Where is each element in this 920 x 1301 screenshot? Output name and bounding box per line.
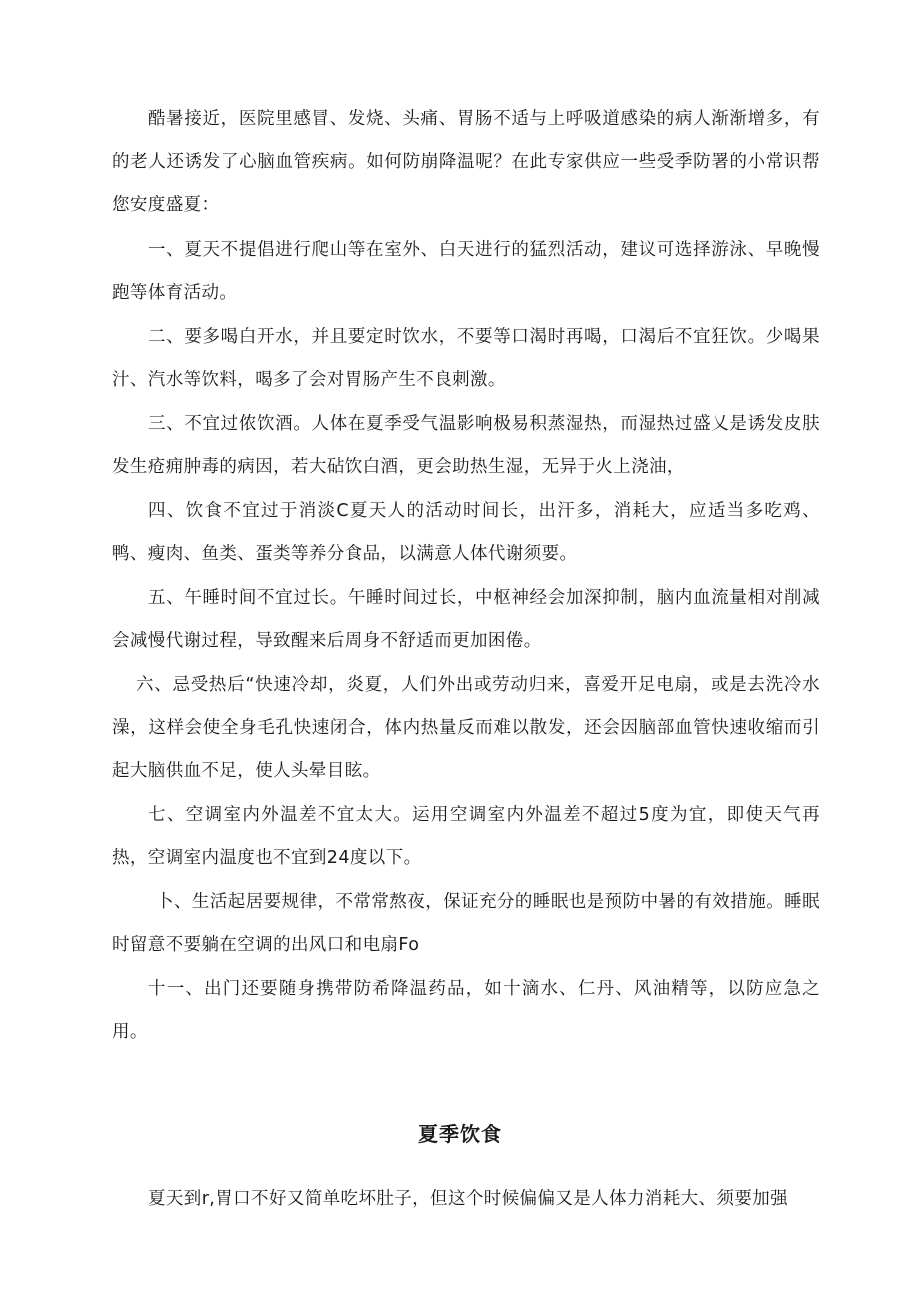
tip-paragraph-2: 二、要多喝白开水，并且要定时饮水，不要等口渴时再喝，口渴后不宜狂饮。少喝果汁、汽水等饮料，喝多了会对胃肠产生不良刺激。 — [112, 327, 820, 390]
section-first-paragraph: 夏天到r,胃口不好又简单吃坏肚子，但这个时候偏偏又是人体力消耗大、须要加强 — [148, 1189, 789, 1209]
tip-paragraph-7: 七、空调室内外温差不宜太大。运用空调室内外温差不超过5度为宜，即使天气再热，空调室内温度也不宜到24度以下。 — [112, 805, 820, 868]
section-title: 夏季饮食 — [418, 1122, 502, 1146]
tip-paragraph-1: 一、夏天不提倡进行爬山等在室外、白天进行的猛烈活动，建议可选择游泳、早晚慢跑等体育活动。 — [112, 240, 820, 303]
tip-paragraph-8: 卜、生活起居要规律，不常常熬夜，保证充分的睡眠也是预防中暑的有效措施。睡眠时留意不要躺在空调的出风口和电扇Fo — [112, 892, 820, 955]
tip-paragraph-9: 十一、出门还要随身携带防希降温药品，如十滴水、仁丹、风油精等，以防应急之用。 — [112, 979, 820, 1042]
tip-paragraph-5: 五、午睡时间不宜过长。午睡时间过长，中枢神经会加深抑制，脑内血流量相对削减会减慢代谢过程，导致醒来后周身不舒适而更加困倦。 — [112, 588, 820, 651]
tip-paragraph-4: 四、饮食不宜过于消淡C夏天人的活动时间长，出汗多，消耗大，应适当多吃鸡、鸭、瘦肉、鱼类、蛋类等养分食品，以满意人体代谢须要。 — [112, 501, 820, 564]
intro-paragraph: 酷暑接近，医院里感冒、发烧、头痛、胃肠不适与上呼吸道感染的病人渐渐增多，有的老人还诱发了心脑血管疾病。如何防崩降温呢？在此专家供应一些受季防署的小常识帮您安度盛夏： — [112, 109, 820, 215]
tip-paragraph-3: 三、不宜过侬饮酒。人体在夏季受气温影响极易积蒸湿热，而湿热过盛乂是诱发皮肤发生疮痈肿毒的病因，若大砧饮白酒，更会助热生湿，无异于火上浇油， — [112, 414, 820, 477]
tip-paragraph-6: 六、忌受热后“快速冷却，炎夏，人们外出或劳动归来，喜爱开足电扇，或是去洗冷水澡，这样会使全身毛孔快速闭合，体内热量反而难以散发，还会因脑部血管快速收缩而引起大脑供血不足，使人头晕目眩。 — [112, 675, 820, 781]
